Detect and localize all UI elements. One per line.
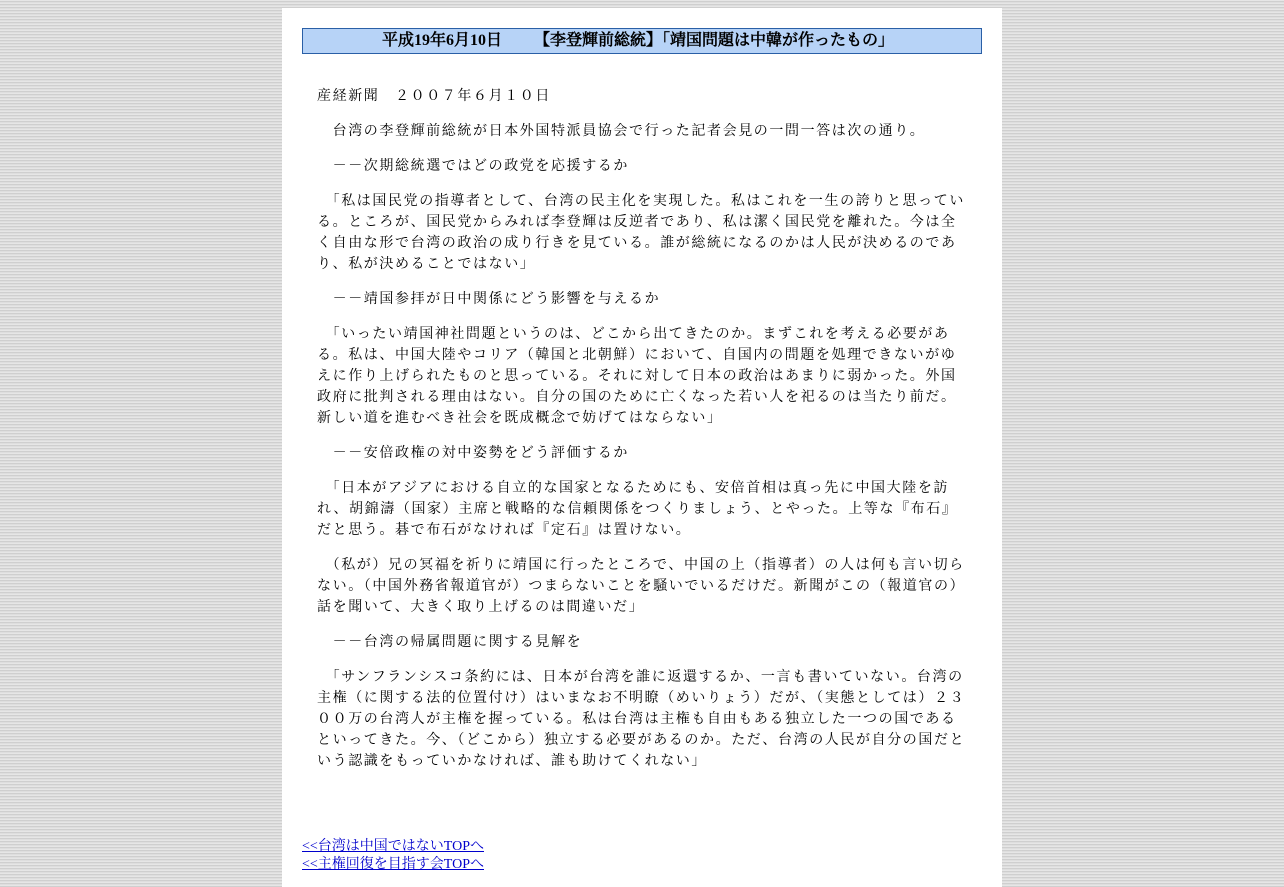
footer-links <box>302 838 484 874</box>
article-body <box>317 86 967 786</box>
article-headline: 【李登輝前総統】「靖国問題は中韓が作ったもの」 <box>534 32 895 49</box>
article-paragraph: 台湾の李登輝前総統が日本外国特派員協会で行った記者会見の一問一答は次の通り。 <box>317 123 926 139</box>
interview-answer: 「いったい靖国神社問題というのは、どこから出てきたのか。まずこれを考える必要がある。私は、中国大陸やコリア（韓国と北朝鮮）において、自国内の問題を処理できないがゆえに作り上げられたものと思っている。それに対して日本の政治はあまりに弱かった。外国政府に批判される理由はない。自分の国のために亡くなった若い人を祀るのは当たり前だ。新しい道を進むべき社会を既成概念で妨げてはならない」 <box>317 326 957 426</box>
link-taiwan-top[interactable]: <<台湾は中国ではないTOPへ <box>302 839 484 854</box>
source-line: 産経新聞 ２００７年６月１０日 <box>317 88 551 104</box>
interview-answer: 「サンフランシスコ条約には、日本が台湾を誰に返還するか、一言も書いていない。台湾の主権（に関する法的位置付け）はいまなお不明瞭（めいりょう）だが、（実態としては）２３００万の台湾人が主権を握っている。私は台湾は主権も自由もある独立した一つの国であるといってきた。今、（どこから）独立する必要があるのか。ただ、台湾の人民が自分の国だという認識をもっていかなければ、誰も助けてくれない」 <box>317 669 966 769</box>
interview-answer: （私が）兄の冥福を祈りに靖国に行ったところで、中国の上（指導者）の人は何も言い切らない。（中国外務省報道官が）つまらないことを騒いでいるだけだ。新聞がこの（報道官の）話を聞いて、大きく取り上げるのは間違いだ」 <box>317 557 966 615</box>
link-shuken-top[interactable]: <<主権回復を目指す会TOPへ <box>302 857 484 872</box>
interview-question: －－台湾の帰属問題に関する見解を <box>317 634 583 650</box>
title-bar <box>302 28 982 54</box>
interview-answer: 「私は国民党の指導者として、台湾の民主化を実現した。私はこれを一生の誇りと思っている。ところが、国民党からみれば李登輝は反逆者であり、私は潔く国民党を離れた。今は全く自由な形で台湾の政治の成り行きを見ている。誰が総統になるのかは人民が決めるのであり、私が決めることではない」 <box>317 193 965 272</box>
interview-question: －－靖国参拝が日中関係にどう影響を与えるか <box>317 291 661 307</box>
article-date: 平成19年6月10日 <box>382 32 503 49</box>
interview-question: －－安倍政権の対中姿勢をどう評価するか <box>317 445 629 461</box>
content-panel <box>282 8 1002 887</box>
interview-answer: 「日本がアジアにおける自立的な国家となるためにも、安倍首相は真っ先に中国大陸を訪れ、胡錦濤（国家）主席と戦略的な信頼関係をつくりましょう、とやった。上等な『布石』だと思う。碁で布石がなければ『定石』は置けない。 <box>317 480 958 538</box>
interview-question: －－次期総統選ではどの政党を応援するか <box>317 158 629 174</box>
